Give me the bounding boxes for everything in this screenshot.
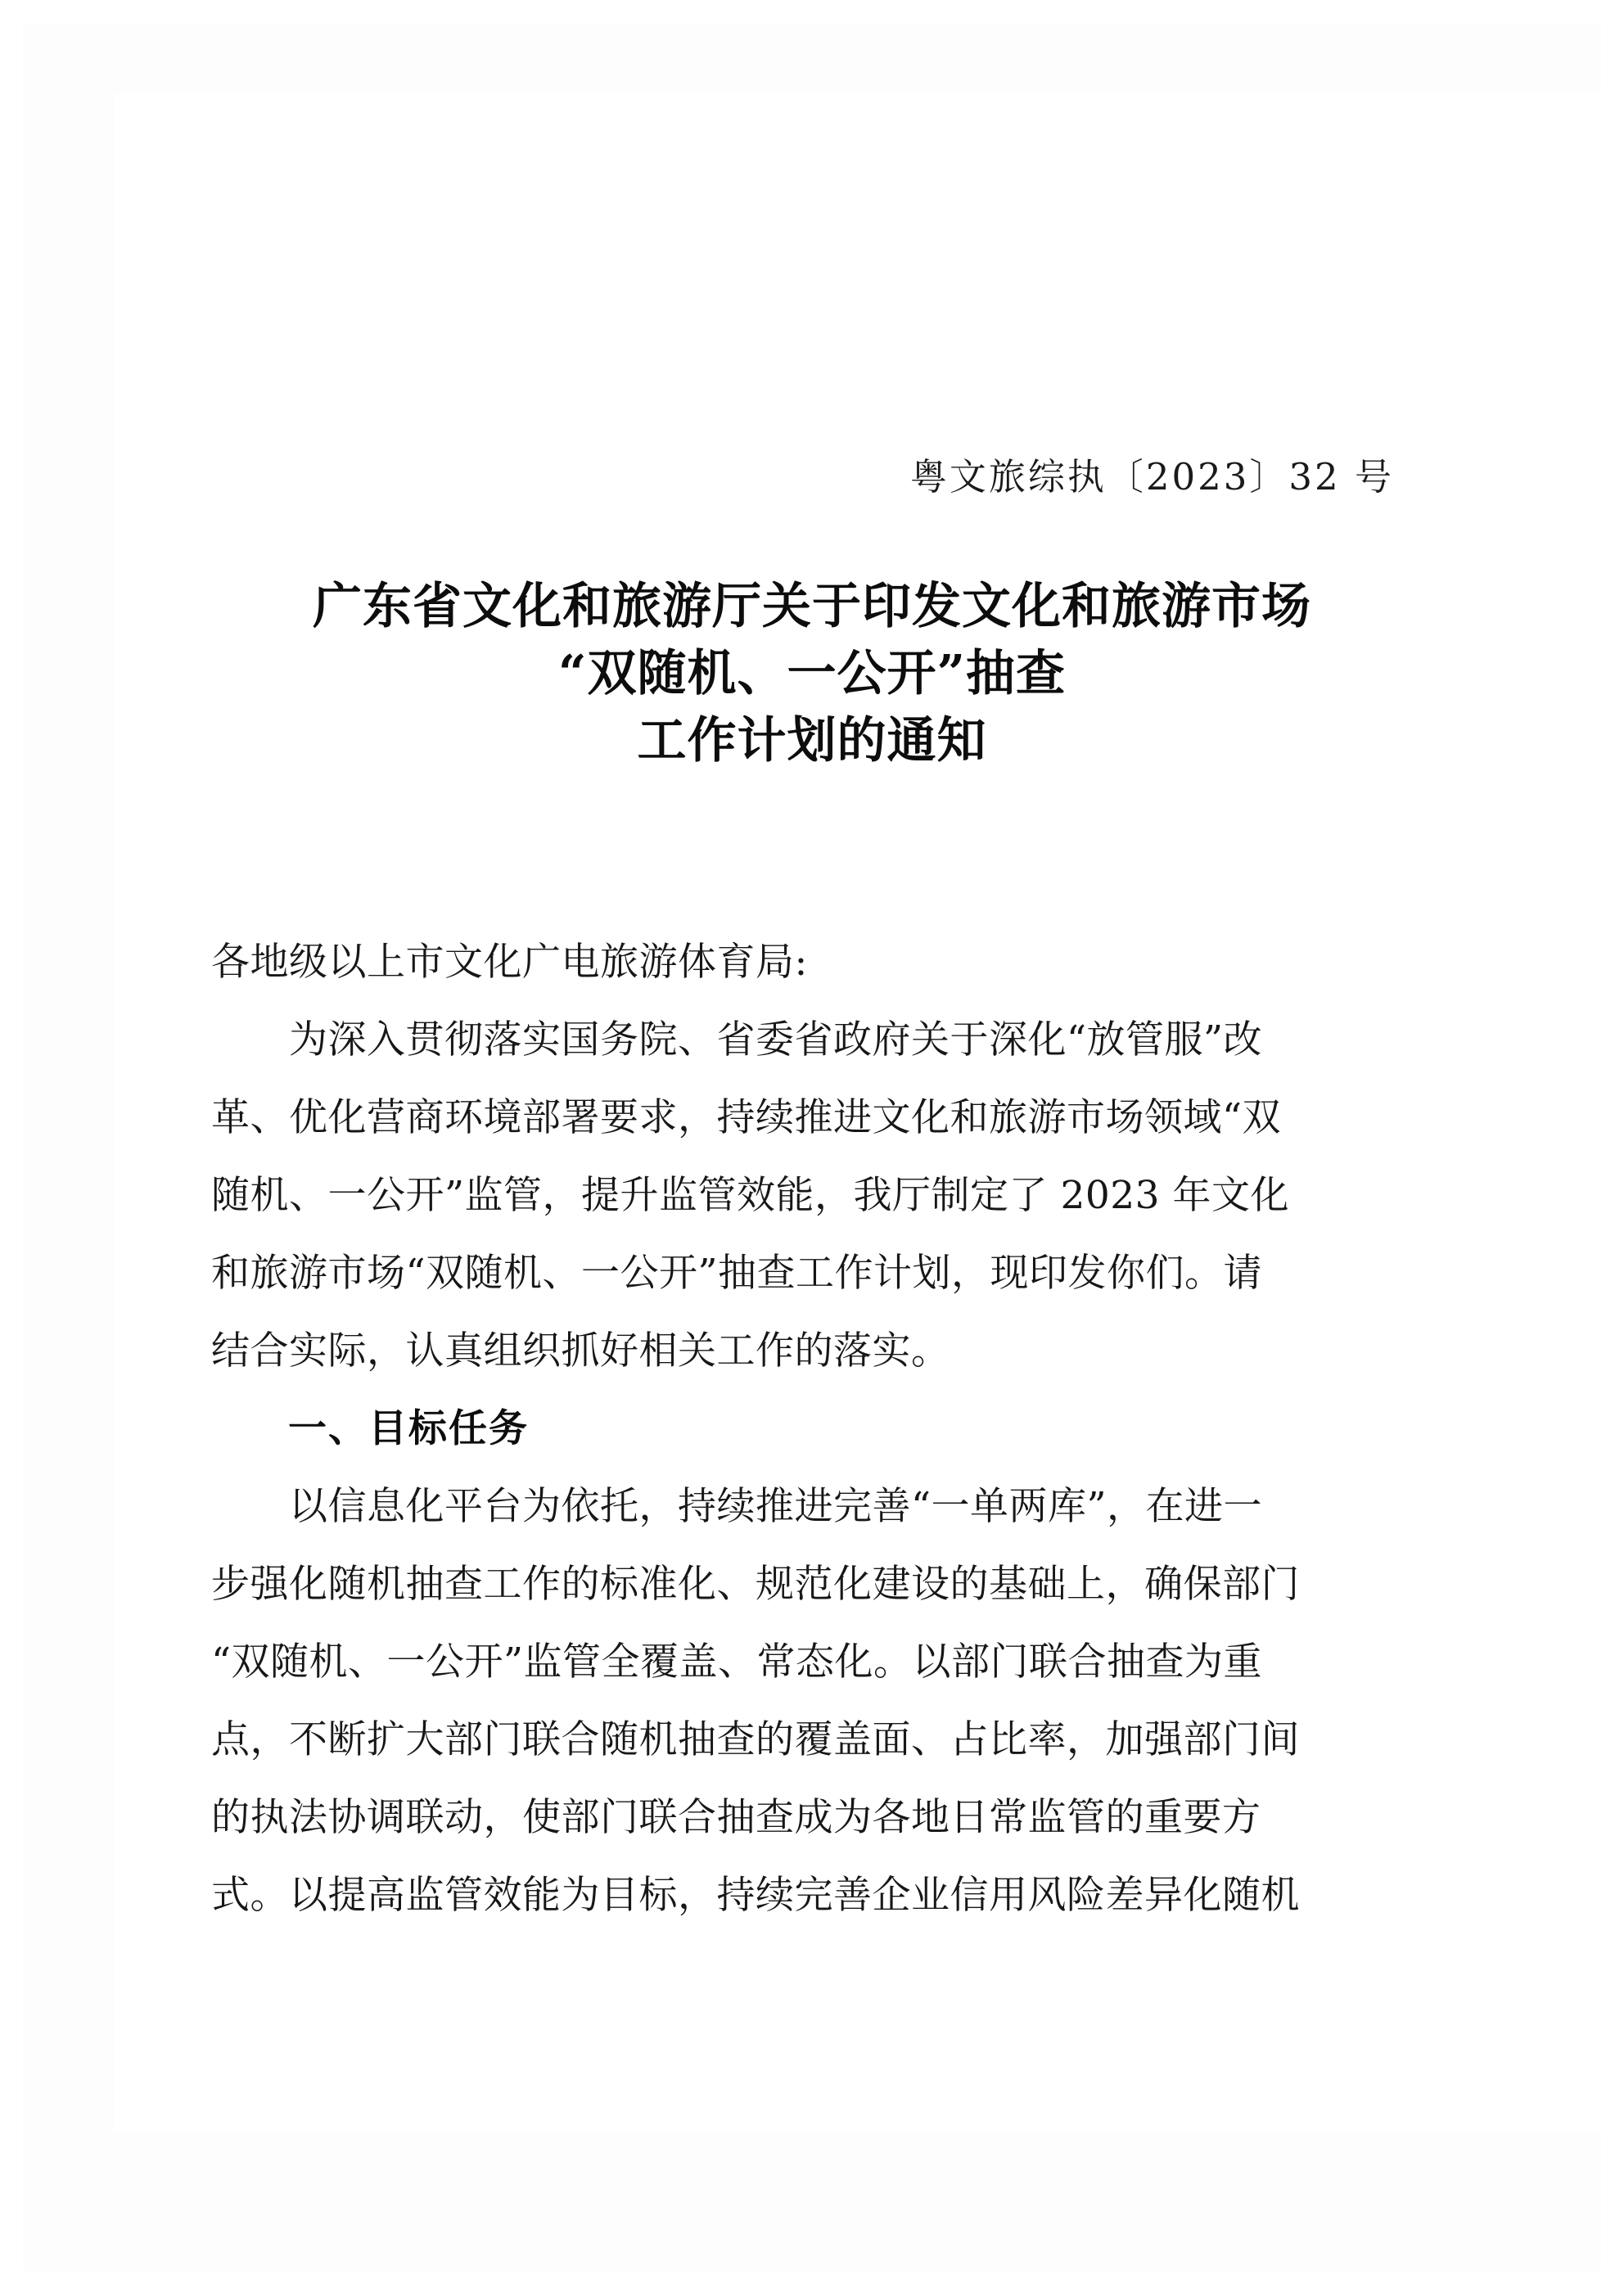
recipient-line: 各地级以上市文化广电旅游体育局: [211, 940, 808, 985]
section-1-line-2: 步强化随机抽查工作的标准化、规范化建设的基础上，确保部门 [211, 1562, 1300, 1607]
document-body [211, 923, 1406, 1934]
section-1-line-5: 的执法协调联动，使部门联合抽查成为各地日常监管的重要方 [211, 1795, 1261, 1840]
section-1-line-4: 点，不断扩大部门联合随机抽查的覆盖面、占比率，加强部门间 [211, 1717, 1300, 1762]
section-heading-1: 一、目标任务 [288, 1406, 529, 1451]
paragraph-1-line-3: 随机、一公开”监管，提升监管效能，我厅制定了 2023 年文化 [211, 1173, 1290, 1218]
paragraph-1-line-4: 和旅游市场“双随机、一公开”抽查工作计划，现印发你们。请 [211, 1251, 1263, 1296]
section-1-line-1: 以信息化平台为依托，持续推进完善“一单两库”，在进一 [211, 1484, 1263, 1529]
title-line-3: 工作计划的通知 [637, 712, 987, 769]
document-number: 粤文旅综执〔2023〕32 号 [909, 455, 1394, 498]
title-line-2: “双随机、一公开”抽查 [557, 645, 1067, 702]
paragraph-1-line-1: 为深入贯彻落实国务院、省委省政府关于深化“放管服”改 [211, 1017, 1263, 1062]
document-title [164, 573, 1460, 774]
paragraph-1-line-2: 革、优化营商环境部署要求，持续推进文化和旅游市场领域“双 [211, 1095, 1282, 1140]
section-1-line-3: “双随机、一公开”监管全覆盖、常态化。以部门联合抽查为重 [211, 1640, 1263, 1685]
title-line-1: 广东省文化和旅游厅关于印发文化和旅游市场 [313, 578, 1311, 635]
section-1-line-6: 式。以提高监管效能为目标，持续完善企业信用风险差异化随机 [211, 1873, 1300, 1918]
paragraph-1-line-5: 结合实际，认真组织抓好相关工作的落实。 [211, 1328, 950, 1374]
